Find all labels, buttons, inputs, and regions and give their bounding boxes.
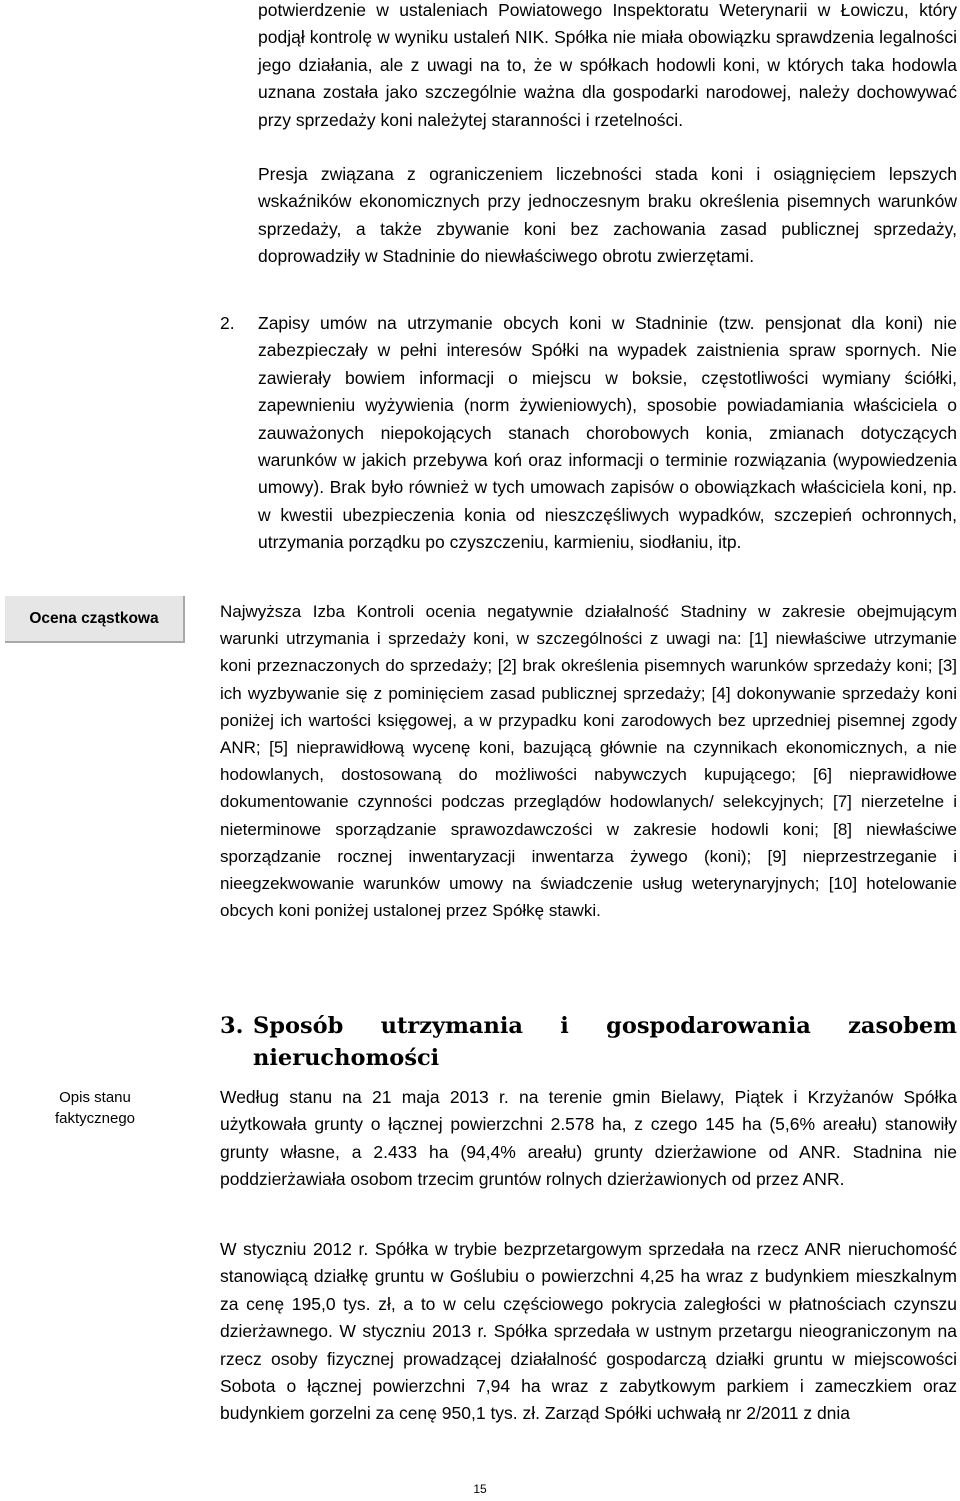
ocena-paragraph: Najwyższa Izba Kontroli ocenia negatywnie działalność Stadniny w zakresie obejmującym warunki utrzymania i sprzedaży koni, w szczególności z uwagi na: [1] niewłaściwe utrzymanie koni przeznaczonych do sprzedaży; [2] brak określenia pisemnych warunków sprzedaży koni; [3] ich wyzbywanie się z pominięciem zasad publicznej sprzedaży; [4] dokonywanie sprzedaży koni poniżej ich wartości księgowej, a w przypadku koni zarodowych bez uprzedniej pisemnej zgody ANR; [5] nieprawidłową wycenę koni, bazującą głównie na czynnikach ekonomicznych, a nie hodowlanych, dostosowaną do możliwości nabywczych kupującego; [6] nieprawidłowe dokumentowanie czynności podczas przeglądów hodowlanych/ selekcyjnych; [7] nierzetelne i nieterminowe sporządzanie sprawozdawczości w zakresie hodowli koni; [8] niewłaściwe sporządzanie rocznej inwentaryzacji inwentarza żywego (koni); [9] nieprzestrzeganie i nieegzekwowanie warunków umowy na świadczenie usług weterynaryjnych; [10] hotelowanie obcych koni poniżej ustalonej przez Spółkę stawki.	[220, 602, 957, 921]
list-number-2: 2.	[220, 313, 235, 333]
opis-stanu-line1: Opis stanu	[59, 1089, 131, 1106]
ocena-czastkowa-label	[5, 596, 185, 643]
section-heading	[220, 1010, 957, 1074]
paragraph-sprzedaz-nieruchomosci: W styczniu 2012 r. Spółka w trybie bezprzetargowym sprzedała na rzecz ANR nieruchomość stanowiącą działkę gruntu w Goślubiu o powierzchni 4,25 ha wraz z budynkiem mieszkalnym za cenę 195,0 tys. zł, a to w celu częściowego pokrycia zaległości w płatnościach czynszu dzierżawnego. W styczniu 2013 r. Spółka sprzedała w ustnym przetargu nieograniczonym na rzecz osoby fizycznej prowadzącej działalność gospodarczą działki gruntu w miejscowości Sobota o łącznej powierzchni 7,94 ha wraz z zabytkowym parkiem i zameczkiem oraz budynkiem gorzelni za cenę 950,1 tys. zł. Zarząd Spółki uchwałą nr 2/2011 z dnia	[220, 1239, 957, 1424]
paragraph-stan-gruntow: Według stanu na 21 maja 2013 r. na terenie gmin Bielawy, Piątek i Krzyżanów Spółka użytkowała grunty o łącznej powierzchni 2.578 ha, z czego 145 ha (5,6% areału) stanowiły grunty własne, a 2.433 ha (94,4% areału) grunty dzierżawione od ANR. Stadnina nie poddzierżawiała osobom trzecim gruntów rolnych dzierżawionych od przez ANR.	[220, 1087, 957, 1190]
section-heading-number: 3.	[220, 1013, 244, 1039]
list-item-2-text: Zapisy umów na utrzymanie obcych koni w Stadninie (tzw. pensjonat dla koni) nie zabezpieczały w pełni interesów Spółki na wypadek zaistnienia spraw spornych. Nie zawierały bowiem informacji o miejscu w boksie, częstotliwości wymiany ściółki, zapewnieniu wyżywienia (norm żywieniowych), sposobie powiadamiania właściciela o zauważonych niepokojących stanach chorobowych konia, zmianach dotyczących warunków w jakich przebywa koń oraz informacji o terminie rozwiązania (wypowiedzenia umowy). Brak było również w tych umowach zapisów o obowiązkach właściciela koni, np. w kwestii ubezpieczenia konia od nieszczęśliwych wypadków, szczepień ochronnych, utrzymania porządku po czyszczeniu, karmieniu, siodłaniu, itp.	[258, 313, 957, 553]
section-heading-title: Sposób utrzymania i gospodarowania zasobem nieruchomości	[253, 1013, 957, 1071]
paragraph-top: potwierdzenie w ustaleniach Powiatowego Inspektoratu Weterynarii w Łowiczu, który podjął kontrolę w wyniku ustaleń NIK. Spółka nie miała obowiązku sprawdzenia legalności jego działania, ale z uwagi na to, że w spółkach hodowli koni, w których taka hodowla uznana została jako szczególnie ważna dla gospodarki narodowej, należy dochowywać przy sprzedaży koni należytej staranności i rzetelności.	[258, 0, 957, 130]
ocena-czastkowa-text: Ocena cząstkowa	[29, 609, 159, 627]
opis-stanu-line2: faktycznego	[54, 1110, 136, 1127]
paragraph-presja: Presja związana z ograniczeniem liczebności stada koni i osiągnięciem lepszych wskaźników ekonomicznych przy jednoczesnym braku określenia pisemnych warunków sprzedaży, a także zbywanie koni bez zachowania zasad publicznej sprzedaży, doprowadziły w Stadninie do niewłaściwego obrotu zwierzętami.	[258, 164, 957, 267]
opis-stanu-label	[5, 1087, 185, 1129]
page-number: 15	[473, 1482, 487, 1496]
